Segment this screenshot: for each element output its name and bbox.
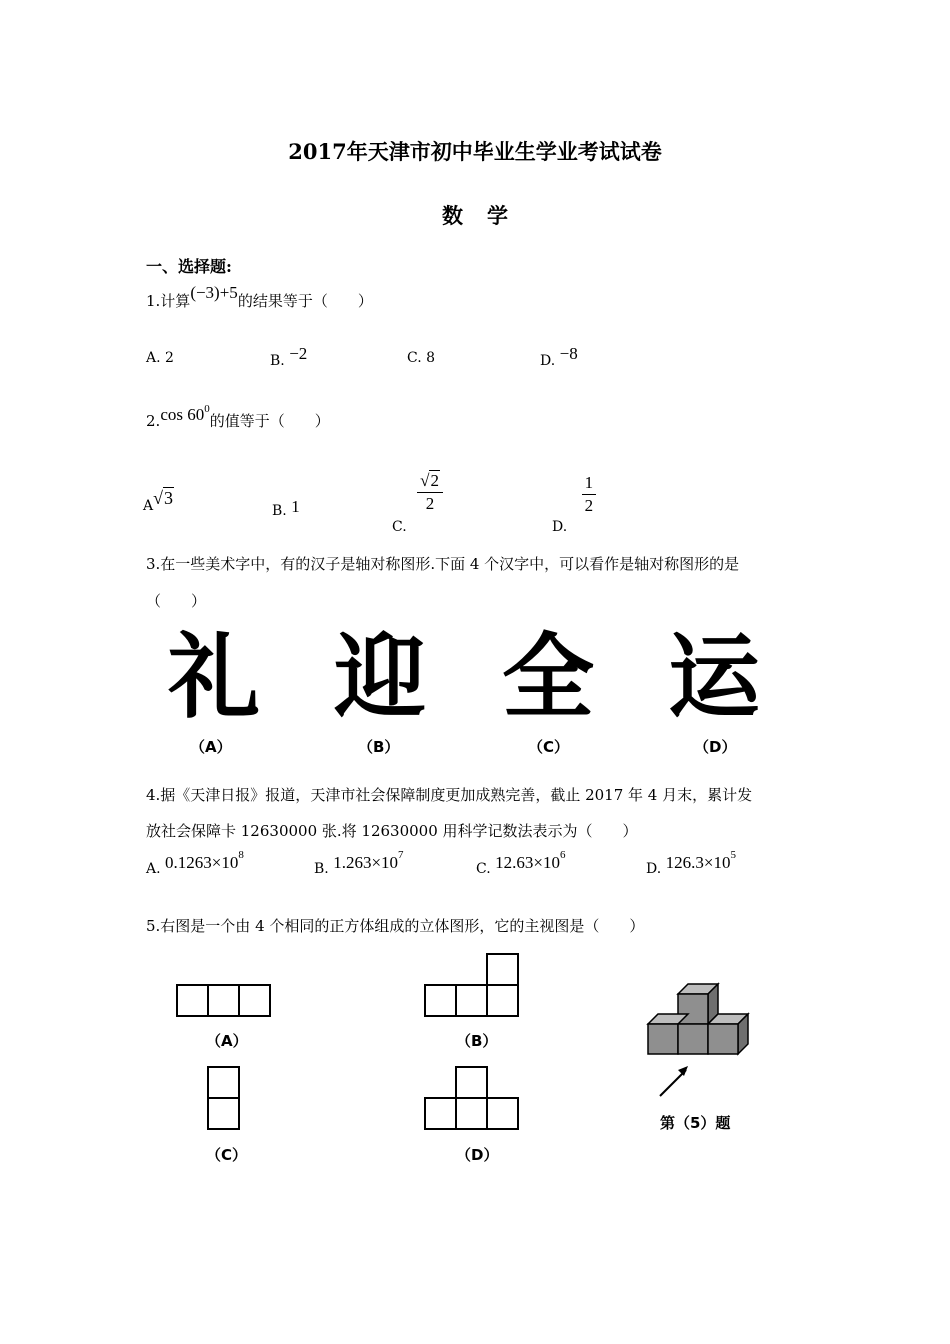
question-3-line-2: （ ）	[146, 592, 207, 610]
question-5: 5.右图是一个由 4 个相同的正方体组成的立体图形，它的主视图是（ ）	[146, 917, 645, 935]
q1-suffix: 的结果等于（ ）	[237, 292, 373, 310]
section-heading: 一、选择题:	[146, 257, 232, 276]
char-a: 礼	[168, 624, 261, 731]
q2-option-c: C. $\frac{√2}{2}$	[392, 470, 443, 515]
q1-option-c: C. 8	[407, 350, 436, 366]
view-label-c: （C）	[206, 1146, 248, 1164]
solid-figure	[640, 980, 760, 1060]
char-b: 迎	[334, 624, 427, 731]
char-d: 运	[668, 624, 761, 731]
q2-option-b: B. 1	[272, 497, 300, 519]
question-4-line-1: 4.据《天津日报》报道，天津市社会保障制度更加成熟完善，截止 2017 年 4 月末，累计发	[146, 786, 753, 804]
view-option-c	[207, 1066, 241, 1132]
subject-title: 数学	[442, 203, 532, 228]
q1-option-a: A. 2	[146, 350, 174, 366]
char-label-b: （B）	[358, 738, 400, 756]
char-label-d: （D）	[694, 738, 737, 756]
q2-expression: cos 60	[160, 405, 205, 424]
question-3-line-1: 3.在一些美术字中，有的汉子是轴对称图形.下面 4 个汉字中，可以看作是轴对称图形的是	[146, 555, 740, 573]
char-c: 全	[502, 624, 595, 731]
q4-option-a: A. $0.1263\times 10^8$	[146, 849, 244, 877]
exam-title: 2017年天津市初中毕业生学业考试试卷	[288, 139, 662, 164]
view-label-a: （A）	[206, 1032, 248, 1050]
q2-option-a: A√3	[143, 488, 174, 514]
q4-option-b: B. $1.263\times 10^7$	[314, 849, 404, 877]
char-label-a: （A）	[190, 738, 232, 756]
q1-option-d: D. −8	[540, 344, 578, 369]
q1-expression: (−3)+5	[190, 283, 238, 302]
arrow-icon	[656, 1064, 692, 1100]
char-label-c: （C）	[528, 738, 570, 756]
question-4-line-2: 放社会保障卡 12630000 张.将 12630000 用科学记数法表示为（ ）	[146, 822, 638, 840]
view-option-d	[424, 1066, 520, 1132]
view-option-b	[424, 953, 520, 1019]
q1-option-b: B. −2	[270, 344, 308, 369]
question-2: 2.cos $60^0$的值等于（ ）	[146, 403, 330, 430]
question-1	[146, 283, 373, 311]
q1-prefix: 1.计算	[146, 292, 191, 310]
view-label-b: （B）	[456, 1032, 498, 1050]
q4-option-c: C. $12.63\times 10^6$	[476, 849, 566, 877]
figure-caption: 第（5）题	[660, 1114, 731, 1132]
view-label-d: （D）	[456, 1146, 499, 1164]
q2-option-d: D. $\frac{1}{2}$	[552, 472, 596, 517]
q4-option-d: D. $126.3\times 10^5$	[646, 849, 736, 877]
view-option-a	[176, 984, 272, 1018]
